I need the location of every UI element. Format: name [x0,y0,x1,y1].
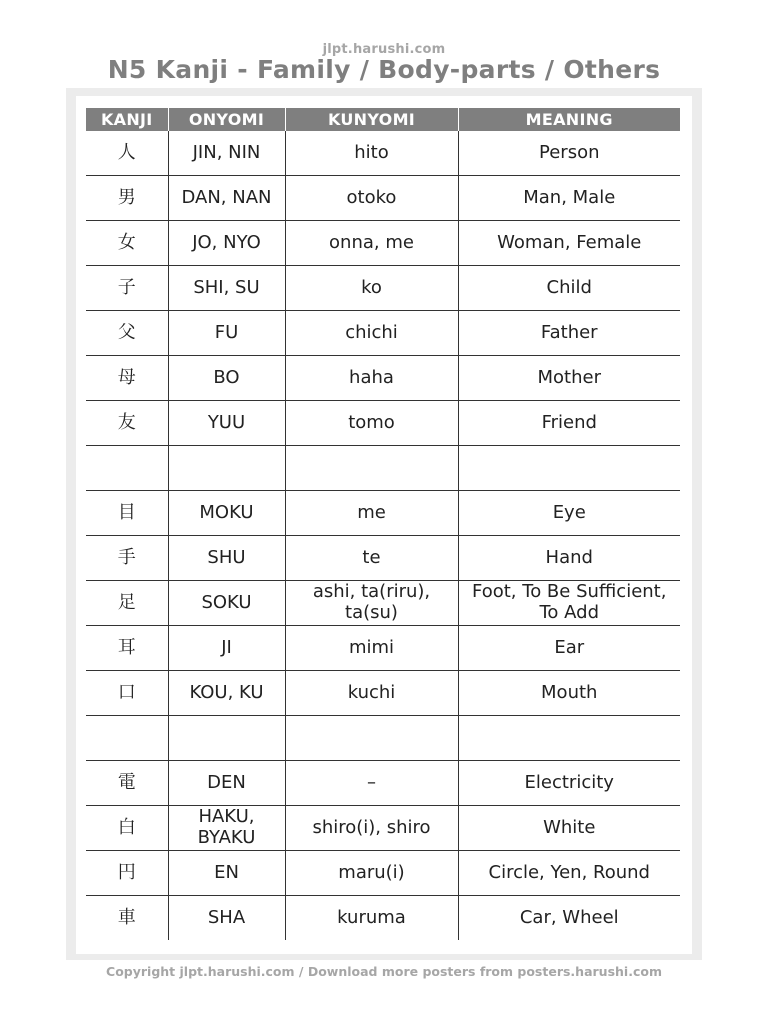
meaning-cell: Car, Wheel [519,906,619,928]
kunyomi-cell: me [285,491,458,536]
kunyomi-cell: tomo [285,401,458,446]
table-row [86,581,680,626]
meaning-cell: Eye [458,491,680,536]
site-url: jlpt.harushi.com [322,42,446,57]
meaning-cell: Friend [458,401,680,446]
onyomi-cell: DEN [168,761,285,806]
onyomi-cell: KOU, KU [168,671,285,716]
table-row [86,311,680,356]
kanji-cell: 友 [86,401,168,446]
onyomi-cell: JO, NYO [168,221,285,266]
onyomi-cell: EN [168,851,285,896]
meaning-cell: Circle, Yen, Round [458,851,680,896]
onyomi-cell: HAKU, BYAKU [168,806,285,851]
kunyomi-cell: kuchi [285,671,458,716]
kanji-cell [86,716,168,761]
kunyomi-cell: mimi [285,626,458,671]
meaning-cell: Father [458,311,680,356]
meaning-cell: Foot, To Be Sufficient, To Add [458,581,680,626]
onyomi-cell [168,446,285,491]
table-row [86,401,680,446]
kunyomi-cell: kuruma [285,896,458,941]
onyomi-cell: SHA [168,896,285,941]
onyomi-cell: JIN, NIN [168,131,285,176]
onyomi-cell: SOKU [168,581,285,626]
table-row-spacer [86,446,680,491]
meaning-cell: Ear [458,626,680,671]
meaning-cell: Woman, Female [458,221,680,266]
onyomi-cell: SHU [168,536,285,581]
kanji-table [86,108,680,940]
onyomi-cell: DAN, NAN [168,176,285,221]
kanji-cell: 手 [86,536,168,581]
table-row-spacer [86,716,680,761]
kunyomi-cell [285,446,458,491]
column-header-onyomi: ONYOMI [168,108,285,131]
onyomi-cell: JI [168,626,285,671]
table-row [86,176,680,221]
meaning-cell: Electricity [458,761,680,806]
table-row [86,851,680,896]
kanji-cell: 足 [86,581,168,626]
kunyomi-cell: haha [285,356,458,401]
kanji-cell: 口 [86,671,168,716]
column-header-kunyomi: KUNYOMI [285,108,458,131]
kanji-cell: 車 [86,896,168,941]
kunyomi-cell: shiro(i), shiro [285,806,458,851]
meaning-cell: Person [458,131,680,176]
meaning-cell: White [458,806,680,851]
kunyomi-cell: ko [285,266,458,311]
kunyomi-cell: onna, me [285,221,458,266]
meaning-cell [458,716,680,761]
meaning-cell: Mouth [458,671,680,716]
meaning-cell: Man, Male [458,176,680,221]
table-row [86,356,680,401]
kunyomi-cell: te [285,536,458,581]
table-row [86,671,680,716]
column-header-kanji: KANJI [86,108,168,131]
kunyomi-cell: otoko [285,176,458,221]
onyomi-cell: MOKU [168,491,285,536]
table-header-row [86,108,680,131]
kanji-cell [86,446,168,491]
kanji-cell: 円 [86,851,168,896]
kunyomi-cell: maru(i) [285,851,458,896]
table-row [86,221,680,266]
kanji-cell: 人 [86,131,168,176]
kanji-cell: 母 [86,356,168,401]
page-title: N5 Kanji - Family / Body-parts / Others [107,55,661,84]
kunyomi-cell: chichi [285,311,458,356]
kanji-cell: 父 [86,311,168,356]
meaning-cell: Mother [458,356,680,401]
kunyomi-cell: – [285,761,458,806]
onyomi-cell: FU [168,311,285,356]
column-header-meaning: MEANING [458,108,680,131]
onyomi-cell: SHI, SU [168,266,285,311]
table-row [86,266,680,311]
onyomi-cell: BO [168,356,285,401]
kunyomi-cell [285,716,458,761]
onyomi-cell [168,716,285,761]
table-row [86,896,680,941]
table-row [86,536,680,581]
kanji-cell: 耳 [86,626,168,671]
copyright-footer: Copyright jlpt.harushi.com / Download more posters from posters.harushi.com [106,964,662,979]
kanji-cell: 白 [86,806,168,851]
table-row [86,806,680,851]
table-row [86,761,680,806]
onyomi-cell: YUU [168,401,285,446]
kunyomi-cell: hito [285,131,458,176]
table-row [86,626,680,671]
table-row [86,491,680,536]
kanji-cell: 電 [86,761,168,806]
meaning-cell: Hand [458,536,680,581]
table-row [86,131,680,176]
kanji-cell: 女 [86,221,168,266]
meaning-cell: Child [458,266,680,311]
kanji-cell: 目 [86,491,168,536]
kanji-cell: 男 [86,176,168,221]
kanji-cell: 子 [86,266,168,311]
kunyomi-cell: ashi, ta(riru), ta(su) [285,581,458,626]
meaning-cell [458,446,680,491]
